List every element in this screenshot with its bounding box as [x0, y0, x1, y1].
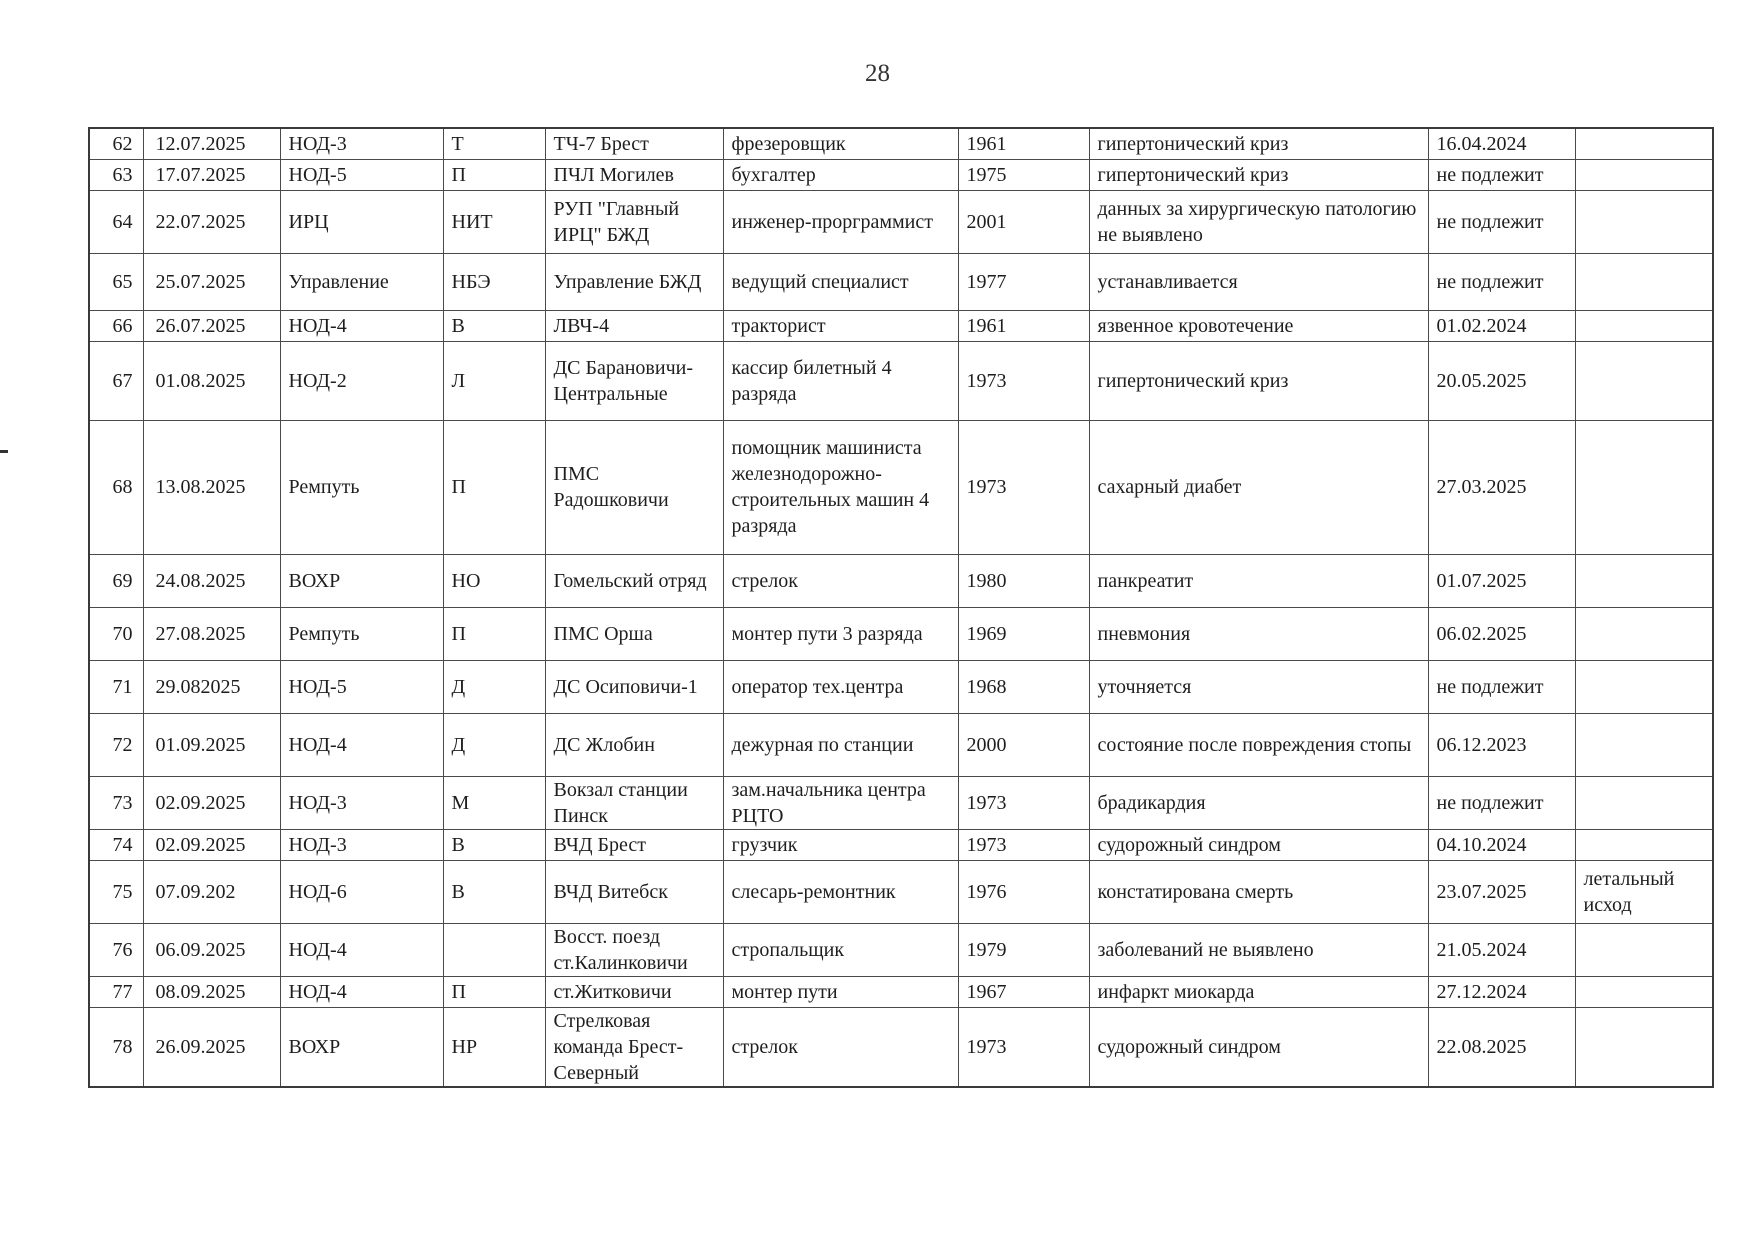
- division-cell: ВОХР: [280, 1007, 443, 1087]
- row-number-cell: 76: [89, 923, 143, 976]
- position-cell: тракторист: [723, 310, 958, 341]
- table-body: [89, 128, 1713, 1087]
- position-cell: слесарь-ремонтник: [723, 860, 958, 923]
- note-cell: [1575, 607, 1713, 660]
- note-cell: [1575, 310, 1713, 341]
- birth-year-cell: 1973: [958, 420, 1089, 554]
- birth-year-cell: 1976: [958, 860, 1089, 923]
- diagnosis-cell: пневмония: [1089, 607, 1428, 660]
- row-number-cell: 71: [89, 660, 143, 713]
- unit-cell: Вокзал станции Пинск: [545, 776, 723, 829]
- service-code-cell: П: [443, 976, 545, 1007]
- row-number-cell: 69: [89, 554, 143, 607]
- division-cell: ИРЦ: [280, 190, 443, 253]
- diagnosis-cell: констатирована смерть: [1089, 860, 1428, 923]
- division-cell: НОД-5: [280, 660, 443, 713]
- position-cell: монтер пути: [723, 976, 958, 1007]
- exam-date-cell: 01.02.2024: [1428, 310, 1575, 341]
- position-cell: бухгалтер: [723, 159, 958, 190]
- birth-year-cell: 2000: [958, 713, 1089, 776]
- table-row: [89, 660, 1713, 713]
- exam-date-cell: не подлежит: [1428, 776, 1575, 829]
- diagnosis-cell: гипертонический криз: [1089, 128, 1428, 159]
- table-row: [89, 829, 1713, 860]
- unit-cell: ДС Жлобин: [545, 713, 723, 776]
- row-number-cell: 62: [89, 128, 143, 159]
- service-code-cell: НБЭ: [443, 253, 545, 310]
- note-cell: [1575, 713, 1713, 776]
- exam-date-cell: 27.12.2024: [1428, 976, 1575, 1007]
- date-cell: 27.08.2025: [143, 607, 280, 660]
- note-cell: летальный исход: [1575, 860, 1713, 923]
- date-cell: 22.07.2025: [143, 190, 280, 253]
- table-row: [89, 159, 1713, 190]
- division-cell: НОД-3: [280, 829, 443, 860]
- exam-date-cell: 20.05.2025: [1428, 341, 1575, 420]
- unit-cell: Восст. поезд ст.Калинковичи: [545, 923, 723, 976]
- service-code-cell: В: [443, 829, 545, 860]
- unit-cell: ДС Барановичи-Центральные: [545, 341, 723, 420]
- table-row: [89, 713, 1713, 776]
- table-row: [89, 1007, 1713, 1087]
- note-cell: [1575, 976, 1713, 1007]
- table-row: [89, 554, 1713, 607]
- row-number-cell: 67: [89, 341, 143, 420]
- date-cell: 17.07.2025: [143, 159, 280, 190]
- exam-date-cell: не подлежит: [1428, 253, 1575, 310]
- date-cell: 29.082025: [143, 660, 280, 713]
- service-code-cell: Т: [443, 128, 545, 159]
- service-code-cell: П: [443, 607, 545, 660]
- birth-year-cell: 1967: [958, 976, 1089, 1007]
- diagnosis-cell: гипертонический криз: [1089, 341, 1428, 420]
- note-cell: [1575, 341, 1713, 420]
- exam-date-cell: не подлежит: [1428, 660, 1575, 713]
- date-cell: 02.09.2025: [143, 776, 280, 829]
- table-row: [89, 976, 1713, 1007]
- table-row: [89, 341, 1713, 420]
- division-cell: НОД-3: [280, 128, 443, 159]
- position-cell: фрезеровщик: [723, 128, 958, 159]
- service-code-cell: В: [443, 860, 545, 923]
- table-row: [89, 128, 1713, 159]
- birth-year-cell: 1979: [958, 923, 1089, 976]
- exam-date-cell: 06.12.2023: [1428, 713, 1575, 776]
- diagnosis-cell: устанавливается: [1089, 253, 1428, 310]
- row-number-cell: 78: [89, 1007, 143, 1087]
- exam-date-cell: 04.10.2024: [1428, 829, 1575, 860]
- note-cell: [1575, 128, 1713, 159]
- position-cell: стрелок: [723, 554, 958, 607]
- date-cell: 01.08.2025: [143, 341, 280, 420]
- note-cell: [1575, 776, 1713, 829]
- date-cell: 26.07.2025: [143, 310, 280, 341]
- date-cell: 07.09.202: [143, 860, 280, 923]
- date-cell: 12.07.2025: [143, 128, 280, 159]
- unit-cell: ПМС Орша: [545, 607, 723, 660]
- row-number-cell: 74: [89, 829, 143, 860]
- unit-cell: ВЧД Брест: [545, 829, 723, 860]
- division-cell: НОД-5: [280, 159, 443, 190]
- service-code-cell: НИТ: [443, 190, 545, 253]
- margin-mark: [0, 450, 8, 453]
- birth-year-cell: 1973: [958, 829, 1089, 860]
- date-cell: 01.09.2025: [143, 713, 280, 776]
- date-cell: 26.09.2025: [143, 1007, 280, 1087]
- table-row: [89, 860, 1713, 923]
- position-cell: зам.начальника центра РЦТО: [723, 776, 958, 829]
- division-cell: НОД-4: [280, 310, 443, 341]
- division-cell: НОД-2: [280, 341, 443, 420]
- service-code-cell: Д: [443, 660, 545, 713]
- unit-cell: ЛВЧ-4: [545, 310, 723, 341]
- birth-year-cell: 1973: [958, 341, 1089, 420]
- birth-year-cell: 1961: [958, 128, 1089, 159]
- birth-year-cell: 1969: [958, 607, 1089, 660]
- service-code-cell: [443, 923, 545, 976]
- table-row: [89, 253, 1713, 310]
- division-cell: НОД-4: [280, 713, 443, 776]
- diagnosis-cell: заболеваний не выявлено: [1089, 923, 1428, 976]
- exam-date-cell: 01.07.2025: [1428, 554, 1575, 607]
- exam-date-cell: 16.04.2024: [1428, 128, 1575, 159]
- row-number-cell: 65: [89, 253, 143, 310]
- position-cell: инженер-прорграммист: [723, 190, 958, 253]
- note-cell: [1575, 554, 1713, 607]
- position-cell: грузчик: [723, 829, 958, 860]
- row-number-cell: 75: [89, 860, 143, 923]
- position-cell: стрелок: [723, 1007, 958, 1087]
- unit-cell: ПЧЛ Могилев: [545, 159, 723, 190]
- diagnosis-cell: панкреатит: [1089, 554, 1428, 607]
- diagnosis-cell: данных за хирургическую патологию не выявлено: [1089, 190, 1428, 253]
- position-cell: кассир билетный 4 разряда: [723, 341, 958, 420]
- exam-date-cell: 21.05.2024: [1428, 923, 1575, 976]
- diagnosis-cell: язвенное кровотечение: [1089, 310, 1428, 341]
- diagnosis-cell: состояние после повреждения стопы: [1089, 713, 1428, 776]
- birth-year-cell: 1961: [958, 310, 1089, 341]
- row-number-cell: 72: [89, 713, 143, 776]
- unit-cell: ТЧ-7 Брест: [545, 128, 723, 159]
- division-cell: ВОХР: [280, 554, 443, 607]
- diagnosis-cell: судорожный синдром: [1089, 829, 1428, 860]
- service-code-cell: М: [443, 776, 545, 829]
- division-cell: НОД-4: [280, 923, 443, 976]
- row-number-cell: 66: [89, 310, 143, 341]
- division-cell: НОД-3: [280, 776, 443, 829]
- exam-date-cell: не подлежит: [1428, 190, 1575, 253]
- exam-date-cell: 23.07.2025: [1428, 860, 1575, 923]
- note-cell: [1575, 253, 1713, 310]
- note-cell: [1575, 660, 1713, 713]
- service-code-cell: НР: [443, 1007, 545, 1087]
- row-number-cell: 64: [89, 190, 143, 253]
- note-cell: [1575, 159, 1713, 190]
- unit-cell: РУП "Главный ИРЦ" БЖД: [545, 190, 723, 253]
- page-number: 28: [865, 60, 890, 87]
- row-number-cell: 63: [89, 159, 143, 190]
- note-cell: [1575, 190, 1713, 253]
- exam-date-cell: 27.03.2025: [1428, 420, 1575, 554]
- incident-table: [88, 127, 1714, 1088]
- position-cell: монтер пути 3 разряда: [723, 607, 958, 660]
- position-cell: дежурная по станции: [723, 713, 958, 776]
- exam-date-cell: 22.08.2025: [1428, 1007, 1575, 1087]
- division-cell: Ремпуть: [280, 420, 443, 554]
- date-cell: 02.09.2025: [143, 829, 280, 860]
- date-cell: 24.08.2025: [143, 554, 280, 607]
- division-cell: Управление: [280, 253, 443, 310]
- division-cell: НОД-6: [280, 860, 443, 923]
- unit-cell: Гомельский отряд: [545, 554, 723, 607]
- table-row: [89, 923, 1713, 976]
- service-code-cell: Д: [443, 713, 545, 776]
- birth-year-cell: 1968: [958, 660, 1089, 713]
- position-cell: стропальщик: [723, 923, 958, 976]
- division-cell: НОД-4: [280, 976, 443, 1007]
- exam-date-cell: не подлежит: [1428, 159, 1575, 190]
- diagnosis-cell: сахарный диабет: [1089, 420, 1428, 554]
- diagnosis-cell: уточняется: [1089, 660, 1428, 713]
- unit-cell: Управление БЖД: [545, 253, 723, 310]
- birth-year-cell: 1977: [958, 253, 1089, 310]
- unit-cell: ВЧД Витебск: [545, 860, 723, 923]
- position-cell: помощник машиниста железнодорожно-строительных машин 4 разряда: [723, 420, 958, 554]
- row-number-cell: 68: [89, 420, 143, 554]
- birth-year-cell: 1973: [958, 1007, 1089, 1087]
- date-cell: 08.09.2025: [143, 976, 280, 1007]
- position-cell: ведущий специалист: [723, 253, 958, 310]
- unit-cell: Стрелковая команда Брест-Северный: [545, 1007, 723, 1087]
- birth-year-cell: 1975: [958, 159, 1089, 190]
- row-number-cell: 70: [89, 607, 143, 660]
- date-cell: 25.07.2025: [143, 253, 280, 310]
- service-code-cell: П: [443, 159, 545, 190]
- unit-cell: ПМС Радошковичи: [545, 420, 723, 554]
- date-cell: 13.08.2025: [143, 420, 280, 554]
- service-code-cell: НО: [443, 554, 545, 607]
- unit-cell: ДС Осиповичи-1: [545, 660, 723, 713]
- diagnosis-cell: брадикардия: [1089, 776, 1428, 829]
- table-row: [89, 420, 1713, 554]
- service-code-cell: Л: [443, 341, 545, 420]
- diagnosis-cell: гипертонический криз: [1089, 159, 1428, 190]
- service-code-cell: В: [443, 310, 545, 341]
- service-code-cell: П: [443, 420, 545, 554]
- table-row: [89, 776, 1713, 829]
- table-row: [89, 190, 1713, 253]
- exam-date-cell: 06.02.2025: [1428, 607, 1575, 660]
- note-cell: [1575, 923, 1713, 976]
- date-cell: 06.09.2025: [143, 923, 280, 976]
- note-cell: [1575, 829, 1713, 860]
- table-row: [89, 607, 1713, 660]
- position-cell: оператор тех.центра: [723, 660, 958, 713]
- diagnosis-cell: инфаркт миокарда: [1089, 976, 1428, 1007]
- diagnosis-cell: судорожный синдром: [1089, 1007, 1428, 1087]
- birth-year-cell: 1980: [958, 554, 1089, 607]
- birth-year-cell: 2001: [958, 190, 1089, 253]
- note-cell: [1575, 1007, 1713, 1087]
- row-number-cell: 73: [89, 776, 143, 829]
- division-cell: Ремпуть: [280, 607, 443, 660]
- row-number-cell: 77: [89, 976, 143, 1007]
- table-row: [89, 310, 1713, 341]
- unit-cell: ст.Житковичи: [545, 976, 723, 1007]
- birth-year-cell: 1973: [958, 776, 1089, 829]
- note-cell: [1575, 420, 1713, 554]
